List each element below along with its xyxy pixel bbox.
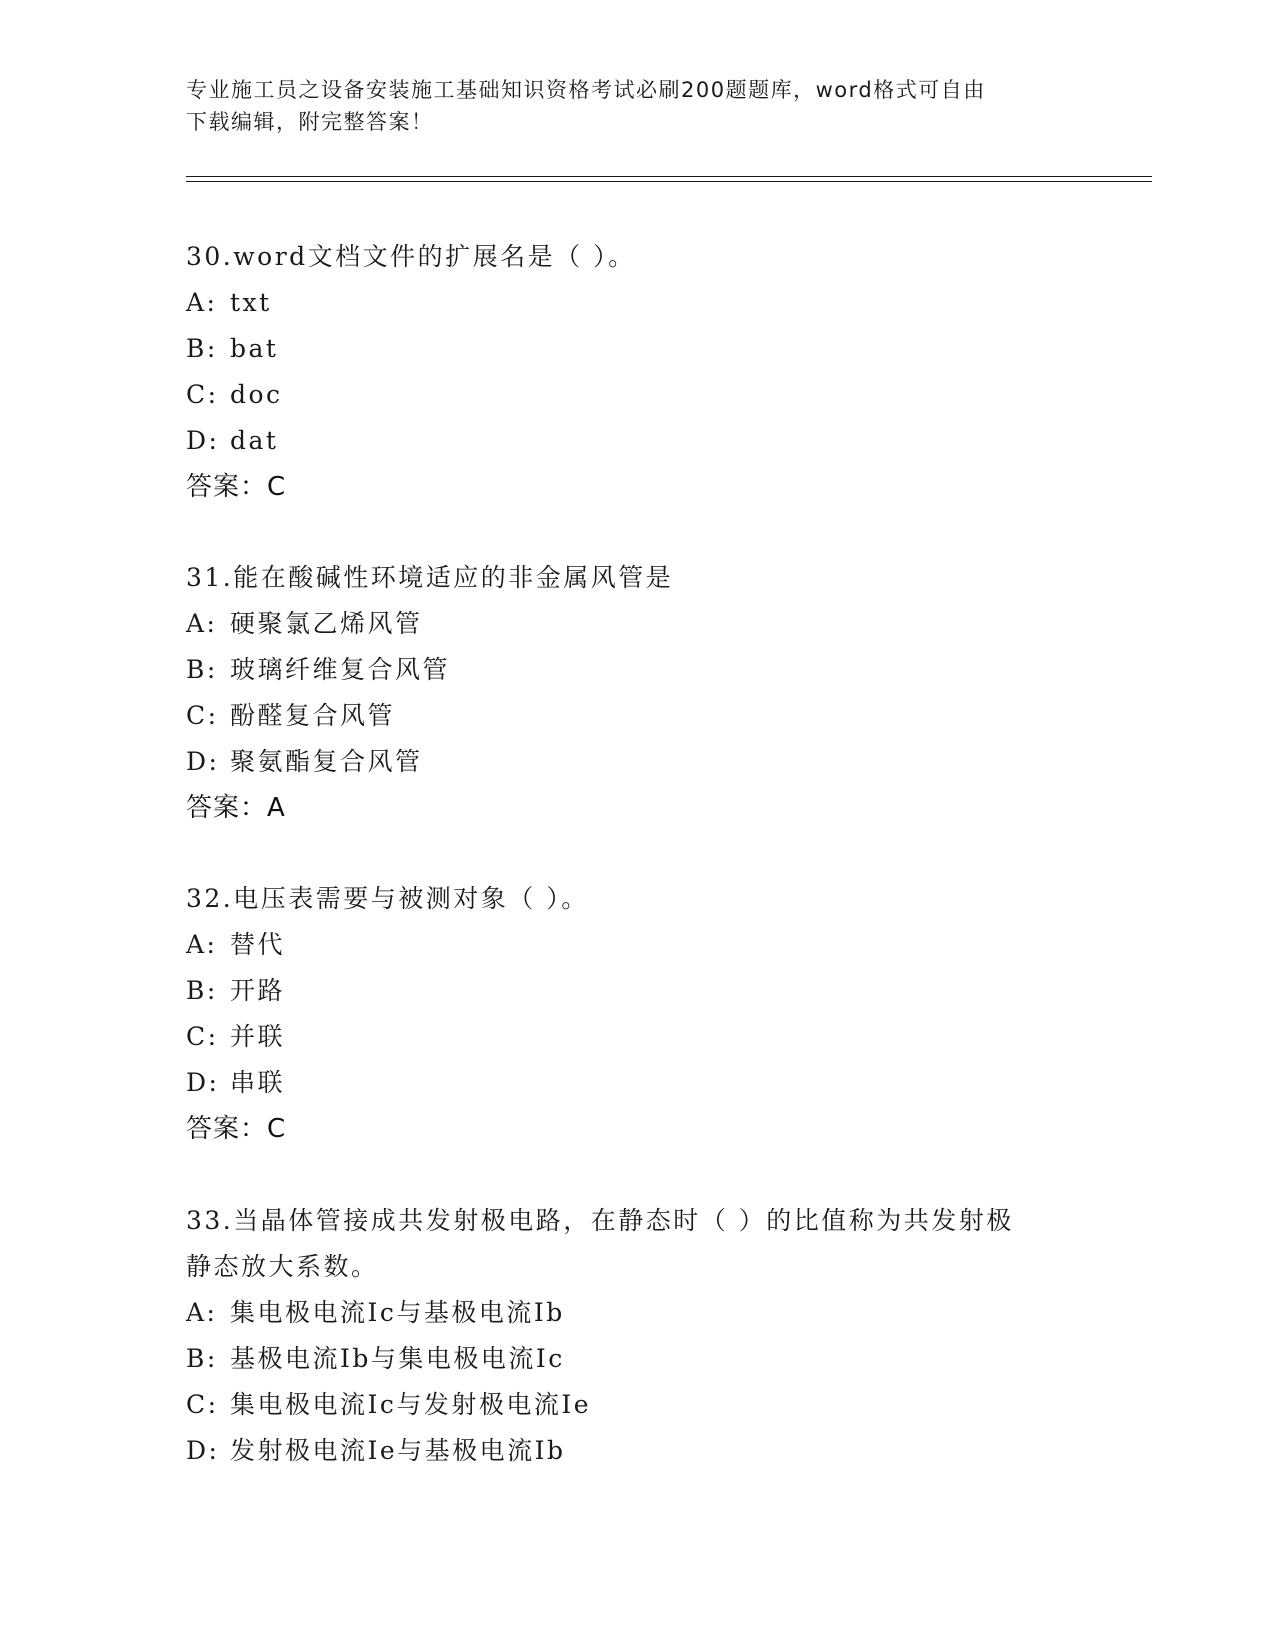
- option-a: [186, 601, 1086, 647]
- answer-line: 答案：A: [186, 793, 286, 823]
- option-letter: D:: [186, 1068, 220, 1097]
- option-b: [186, 968, 1086, 1014]
- question-stem: 32.电压表需要与被测对象（ ）。: [186, 884, 589, 913]
- answer-line: 答案：C: [186, 472, 287, 502]
- option-text: 玻璃纤维复合风管: [230, 655, 451, 684]
- header-divider-bottom: [186, 181, 1152, 182]
- option-b: [186, 326, 1086, 372]
- question-stem: 30.word文档文件的扩展名是（ ）。: [186, 242, 636, 271]
- question-stem-line-2: 静态放大系数。: [186, 1252, 379, 1281]
- question-stem: 31.能在酸碱性环境适应的非金属风管是: [186, 563, 674, 592]
- option-letter: B:: [186, 334, 218, 363]
- option-c: [186, 372, 1086, 418]
- header-line-2: 下载编辑，附完整答案！: [186, 110, 434, 134]
- option-d: [186, 1428, 1086, 1474]
- option-letter: C:: [186, 380, 219, 409]
- option-text: 聚氨酯复合风管: [230, 747, 423, 776]
- question-30: [186, 234, 1086, 510]
- option-letter: B:: [186, 976, 218, 1005]
- option-text: doc: [230, 380, 283, 409]
- option-text: 硬聚氯乙烯风管: [230, 609, 423, 638]
- document-header: [186, 74, 1086, 138]
- option-letter: C:: [186, 1390, 219, 1419]
- option-c: [186, 1014, 1086, 1060]
- option-text: 集电极电流Ic与基极电流Ib: [230, 1298, 565, 1327]
- option-text: 串联: [230, 1068, 286, 1097]
- option-d: [186, 418, 1086, 464]
- option-d: [186, 1060, 1086, 1106]
- option-letter: D:: [186, 426, 220, 455]
- option-letter: A:: [186, 930, 218, 959]
- option-a: [186, 280, 1086, 326]
- option-letter: B:: [186, 655, 218, 684]
- header-line-1: 专业施工员之设备安装施工基础知识资格考试必刷200题题库，word格式可自由: [186, 78, 986, 102]
- question-stem-line-1: 33.当晶体管接成共发射极电路，在静态时（ ）的比值称为共发射极: [186, 1206, 1014, 1235]
- option-text: 替代: [230, 930, 286, 959]
- option-text: 开路: [230, 976, 286, 1005]
- option-text: 基极电流Ib与集电极电流Ic: [230, 1344, 565, 1373]
- option-text: bat: [230, 334, 279, 363]
- option-text: 酚醛复合风管: [230, 701, 396, 730]
- option-b: [186, 1336, 1086, 1382]
- option-letter: C:: [186, 1022, 219, 1051]
- option-text: txt: [230, 288, 272, 317]
- option-letter: A:: [186, 1298, 218, 1327]
- option-letter: A:: [186, 609, 218, 638]
- option-text: 并联: [230, 1022, 286, 1051]
- option-c: [186, 1382, 1086, 1428]
- option-d: [186, 739, 1086, 785]
- option-letter: B:: [186, 1344, 218, 1373]
- option-letter: A:: [186, 288, 218, 317]
- question-33: [186, 1198, 1086, 1474]
- option-a: [186, 1290, 1086, 1336]
- option-b: [186, 647, 1086, 693]
- question-31: [186, 555, 1086, 831]
- header-divider-top: [186, 176, 1152, 177]
- option-letter: D:: [186, 747, 220, 776]
- question-32: [186, 876, 1086, 1152]
- option-text: 集电极电流Ic与发射极电流Ie: [230, 1390, 592, 1419]
- option-c: [186, 693, 1086, 739]
- option-text: dat: [230, 426, 279, 455]
- option-text: 发射极电流Ie与基极电流Ib: [230, 1436, 566, 1465]
- option-a: [186, 922, 1086, 968]
- answer-line: 答案：C: [186, 1114, 287, 1144]
- option-letter: C:: [186, 701, 219, 730]
- option-letter: D:: [186, 1436, 220, 1465]
